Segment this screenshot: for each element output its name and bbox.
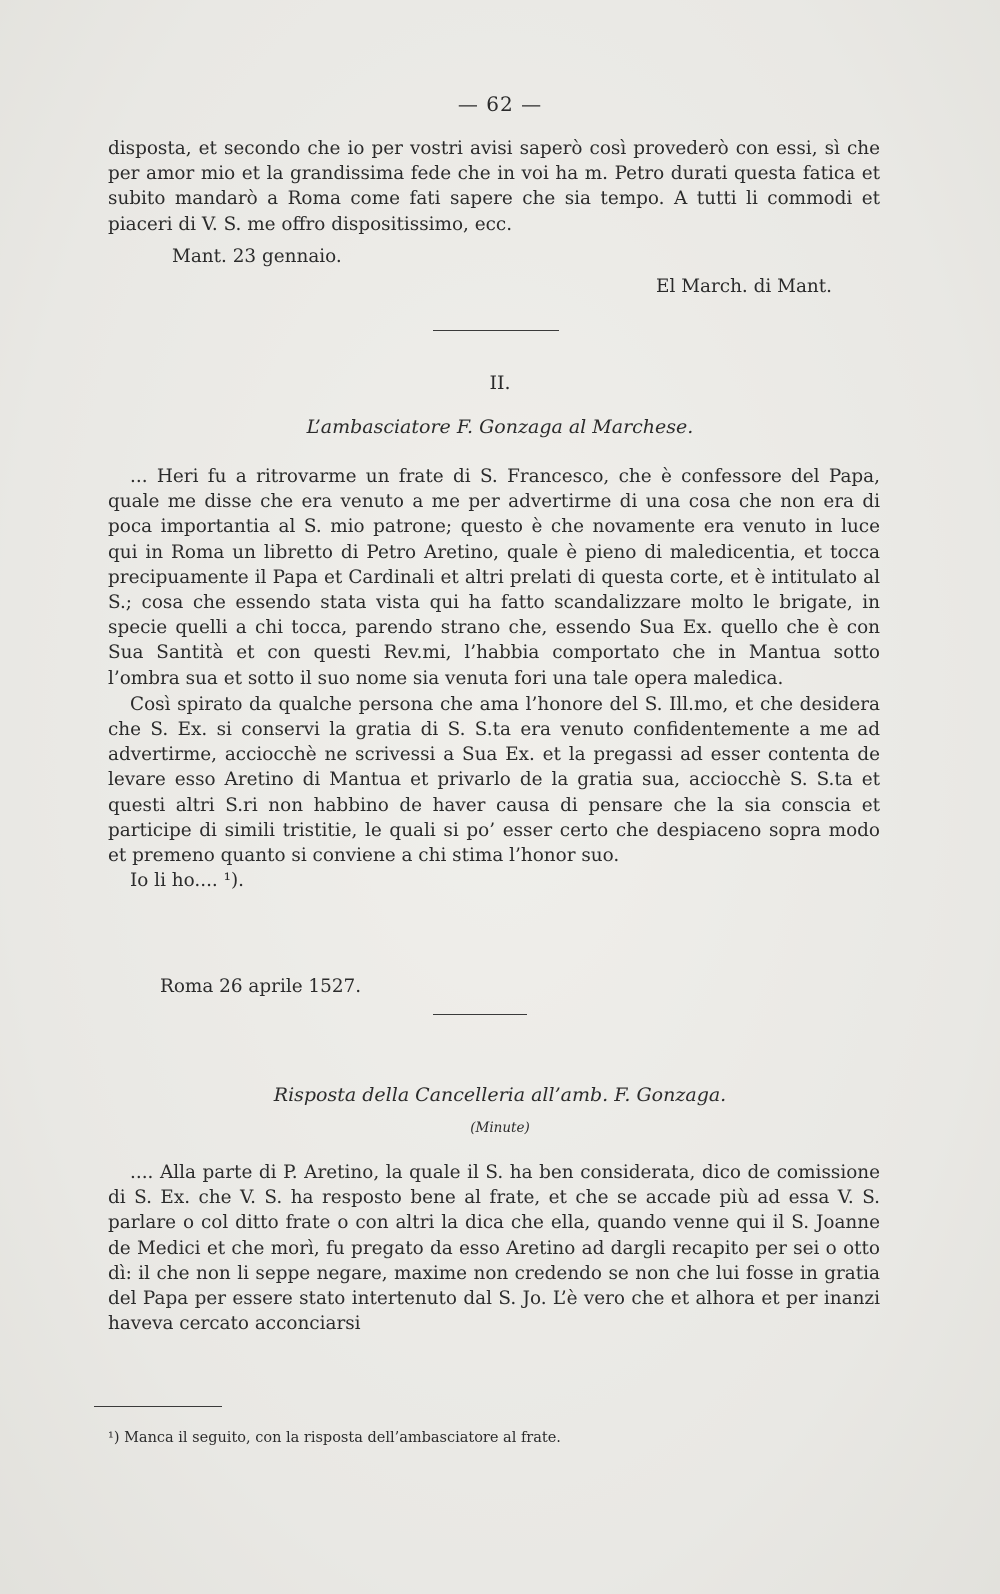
section-2-paragraph-2: Così spirato da qualche persona che ama l’honore del S. Ill.mo, et che desidera che S. Ex. si conservi la gratia di S. S.ta era venuto confidentemente a me ad advertirme, acciocchè ne scrivessi a Sua Ex. et la pregassi ad esser contenta de levare esso Aretino di Mantua et privarlo de la gratia sua, acciocchè S. S.ta et questi altri S.ri non habbino de haver causa di pensare che la sia conscia et participe di simili tristitie, le quali si po’ esser certo che despiaceno sopra modo et premeno quanto si conviene a chi stima l’honor suo.: [108, 693, 880, 867]
section-3-paragraph-1: .... Alla parte di P. Aretino, la quale il S. ha ben considerata, dico de comissione di S. Ex. che V. S. ha resposto bene al frate, et che se accade più ad essa V. S. parlare o col ditto frate o con altri la dica che ella, quando venne qui il S. Joanne de Medici et che morì, fu pregato da esso Aretino ad dargli recapito per sei o otto dì: il che non li seppe negare, maxime non credendo se non che lui fosse in gratia del Papa per essere stato intertenuto dal S. Jo. L’è vero che et alhora et per inanzi haveva cercato acconciarsi: [108, 1162, 880, 1335]
section-2-numeral: II.: [489, 372, 511, 394]
section-2-paragraph-3: Io li ho.... ¹).: [130, 870, 245, 892]
section-3-body: [108, 1160, 880, 1336]
section-2-place-date: Roma 26 aprile 1527.: [160, 976, 362, 997]
letter-1-signature: El March. di Mant.: [656, 276, 832, 297]
letter-1-body: [108, 136, 880, 237]
footnote-rule: [94, 1406, 222, 1407]
section-3-title: Risposta della Cancelleria all’amb. F. Gonzaga.: [273, 1084, 727, 1106]
page-number: — 62 —: [457, 92, 543, 116]
section-3-subtitle: (Minute): [470, 1120, 530, 1136]
section-2-body: [108, 464, 880, 893]
letter-1-place-date: Mant. 23 gennaio.: [172, 246, 342, 267]
section-2-title: L’ambasciatore F. Gonzaga al Marchese.: [306, 416, 694, 438]
section-divider: [433, 330, 559, 331]
letter-1-paragraph: disposta, et secondo che io per vostri avisi saperò così provederò con essi, sì che per amor mio et la grandissima fede che in voi ha m. Petro durati questa fatica et subito mandarò a Roma come fati sapere che sia tempo. A tutti li commodi et piaceri di V. S. me offro dispositissimo, ecc.: [108, 138, 880, 235]
section-2-paragraph-1: ... Heri fu a ritrovarme un frate di S. Francesco, che è confessore del Papa, quale me disse che era venuto a me per advertirme di una cosa che non era di poca importantia al S. mio patrone; questo è che novamente era venuto in luce qui in Roma un libretto di Petro Aretino, quale è pieno di maledicentia, et tocca precipuamente il Papa et Cardinali et altri prelati di questa corte, et è intitulato al S.; cosa che essendo stata vista qui ha fatto scandalizzare molto le brigate, in specie quelli a chi tocca, parendo strano che, essendo Sua Ex. quello che è con Sua Santità et con questi Rev.mi, l’habbia comportato che in Mantua sotto l’ombra sua et sotto il suo nome sia venuta fori una tale opera maledica.: [108, 466, 880, 689]
footnote: ¹) Manca il seguito, con la risposta dell’ambasciatore al frate.: [108, 1430, 561, 1446]
section-divider-2: [433, 1014, 527, 1015]
